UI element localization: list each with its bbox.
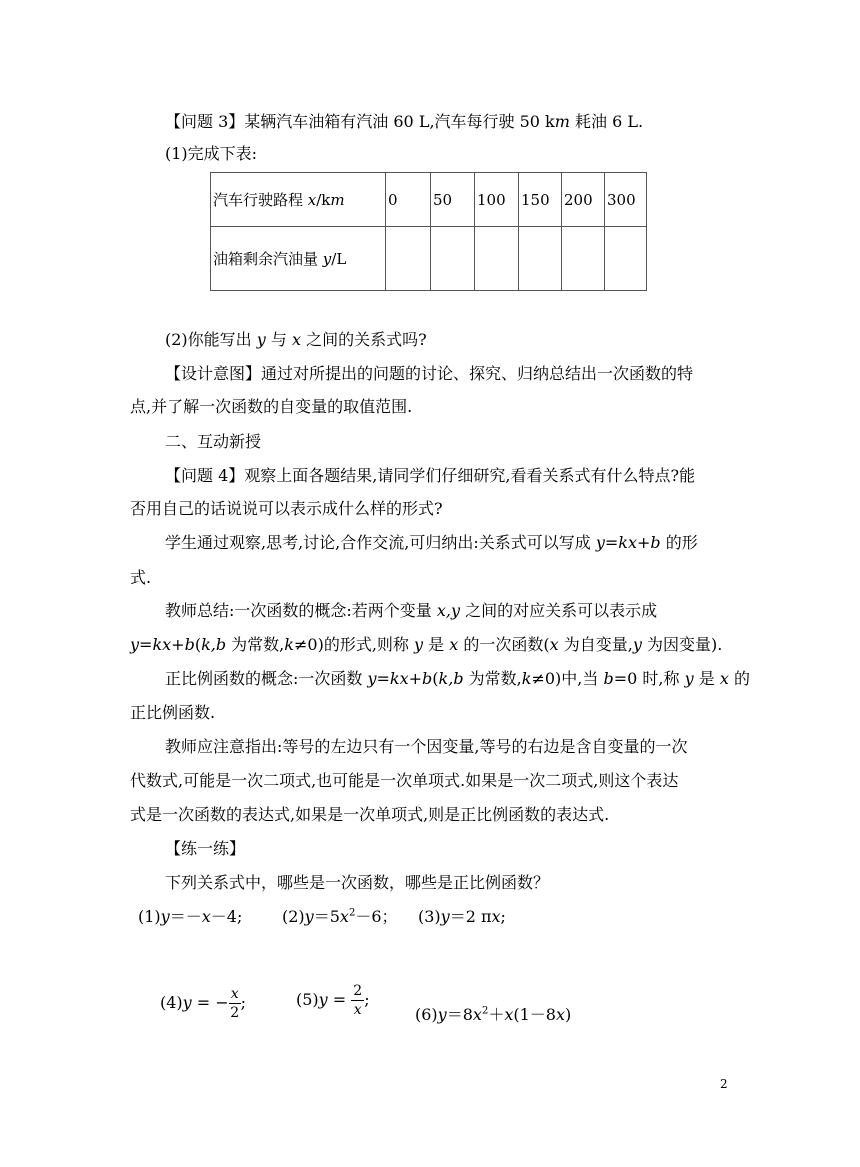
students-line2: 式. (130, 568, 152, 587)
section-heading: 二、互动新授 (165, 432, 262, 451)
empty-cell (431, 227, 475, 291)
design-intent-line1: 【设计意图】通过对所提出的问题的讨论、探究、归纳总结出一次函数的特 (165, 364, 694, 383)
fraction: $\frac{2}{x}$ (353, 983, 363, 1018)
table-row (211, 227, 647, 291)
fraction: $\frac{x}{2}$ (230, 986, 240, 1021)
table-cell: 200 (562, 173, 605, 227)
teacher-note-line3: 式是一次函数的表达式,如果是一次单项式,则是正比例函数的表达式. (130, 805, 610, 824)
table-cell: 50 (431, 173, 475, 227)
empty-cell (475, 227, 519, 291)
table-cell: 150 (519, 173, 562, 227)
design-intent-line2: 点,并了解一次函数的自变量的取值范围. (130, 397, 413, 416)
problem4-line2: 否用自己的话说说可以表示成什么样的形式? (130, 499, 443, 518)
exercise-6: $(6)y=8x^2+x(1-8x)$ (415, 1005, 572, 1024)
exercise-2: $(2)y=5x^2-6$； (282, 907, 398, 926)
problem3-label: 【问题 3】 (165, 112, 245, 131)
teacher-note-line2: 代数式,可能是一次二项式,也可能是一次单项式.如果是一次二项式,则这个表达 (130, 771, 679, 790)
practice-title: 【练一练】 (165, 839, 246, 858)
row2-label: 油箱剩余汽油量 y/L (211, 227, 386, 291)
row1-label: 汽车行驶路程 x/km (211, 173, 386, 227)
empty-cell (386, 227, 431, 291)
fuel-table (210, 172, 647, 291)
proportional-line1: 正比例函数的概念:一次函数 y=kx+b(k,b 为常数,k≠0)中,当 b=0 时,称 y 是 x 的 (165, 669, 750, 688)
exercise-5: (5)y = $\frac{2}{x}$ ; (296, 983, 370, 1018)
table-cell: 100 (475, 173, 519, 227)
teacher-summary-line2: y=kx+b(k,b 为常数,k≠0)的形式,则称 y 是 x 的一次函数(x 为自变量,y 为因变量). (130, 635, 723, 654)
problem3-line: 【问题 3】某辆汽车油箱有汽油 60 L,汽车每行驶 50 km 耗油 6 L. (165, 112, 644, 131)
table-cell: 0 (386, 173, 431, 227)
students-line1: 学生通过观察,思考,讨论,合作交流,可归纳出:关系式可以写成 y=kx+b 的形 (165, 533, 698, 552)
exercise-1: (1)y＝－x－4; (138, 907, 243, 926)
problem4-line1: 【问题 4】观察上面各题结果,请同学们仔细研究,看看关系式有什么特点?能 (165, 466, 696, 485)
proportional-line2: 正比例函数. (130, 703, 216, 722)
teacher-summary-line1: 教师总结:一次函数的概念:若两个变量 x,y 之间的对应关系可以表示成 (165, 601, 658, 620)
practice-question: 下列关系式中，哪些是一次函数，哪些是正比例函数？ (165, 873, 550, 892)
table-cell: 300 (605, 173, 647, 227)
empty-cell (562, 227, 605, 291)
task1-text: (1)完成下表: (165, 144, 258, 163)
empty-cell (605, 227, 647, 291)
task2-text: (2)你能写出 y 与 x 之间的关系式吗? (165, 330, 427, 349)
table-row (211, 173, 647, 227)
empty-cell (519, 227, 562, 291)
teacher-note-line1: 教师应注意指出:等号的左边只有一个因变量,等号的右边是含自变量的一次 (165, 737, 688, 756)
exercise-3: (3)y＝2 πx; (418, 907, 506, 926)
exercise-4: (4)y = − $\frac{x}{2}$ ; (160, 986, 246, 1021)
page-number: 2 (720, 1077, 728, 1091)
